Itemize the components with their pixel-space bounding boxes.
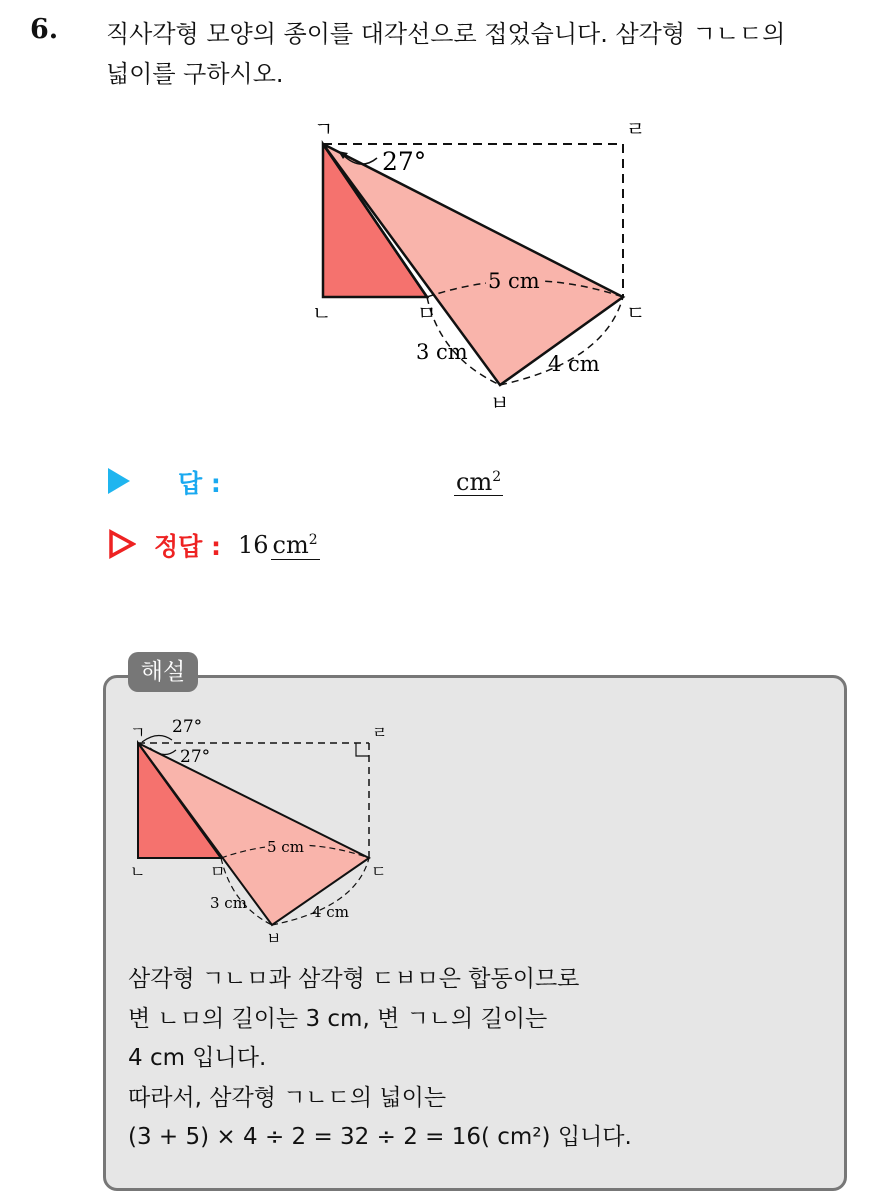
solution-line: 삼각형 ㄱㄴㅁ과 삼각형 ㄷㅂㅁ은 합동이므로	[128, 966, 580, 992]
sol-label-b: ㅂ	[266, 929, 282, 948]
label-m: ㅁ	[417, 301, 437, 325]
answer-unit: $cm^2$	[454, 464, 503, 496]
sol-label-r: ㄹ	[372, 723, 388, 742]
correct-answer-row	[108, 525, 608, 565]
solution-tab: 해설	[128, 652, 198, 692]
angle-label: 27°	[382, 147, 427, 176]
solution-figure	[128, 710, 398, 950]
solution-line: 따라서, 삼각형 ㄱㄴㄷ의 넓이는	[128, 1084, 447, 1111]
play-icon	[108, 468, 130, 494]
question-text	[106, 14, 866, 94]
question-line-1: 직사각형 모양의 종이를 대각선으로 접었습니다. 삼각형 ㄱㄴㄷ의	[106, 20, 786, 48]
sol-label-m: ㅁ	[210, 862, 226, 881]
solution-line: (3 + 5) × 4 ÷ 2 = 32 ÷ 2 = 16( cm²) 입니다.	[128, 1124, 632, 1150]
question-number: 6.	[30, 14, 59, 45]
label-g: ㄱ	[314, 117, 334, 141]
answer-row	[108, 462, 608, 502]
length-dm: 5 cm	[488, 269, 540, 293]
sol-label-g: ㄱ	[130, 723, 146, 742]
sol-label-n: ㄴ	[130, 862, 146, 881]
outline-play-icon	[108, 529, 136, 559]
fold-figure	[290, 112, 670, 412]
length-bd: 4 cm	[548, 352, 600, 376]
sol-right-angle	[356, 743, 369, 756]
sol-length-dm: 5 cm	[267, 838, 304, 856]
answer-label: 답 :	[178, 469, 221, 498]
sol-length-bd: 4 cm	[312, 903, 349, 921]
sol-angle-inner: 27°	[180, 747, 211, 767]
sol-length-mb: 3 cm	[210, 894, 247, 912]
solution-line: 변 ㄴㅁ의 길이는 3 cm, 변 ㄱㄴ의 길이는	[128, 1005, 548, 1032]
solution-line: 4 cm 입니다.	[128, 1045, 267, 1071]
label-r: ㄹ	[626, 117, 646, 141]
correct-label: 정답 :	[154, 532, 222, 561]
label-d: ㄷ	[626, 301, 646, 325]
question-line-2: 넓이를 구하시오.	[106, 60, 284, 88]
solution-text	[128, 960, 828, 1158]
sol-angle-arc-top	[142, 735, 172, 742]
sol-angle-top: 27°	[172, 717, 203, 737]
sol-label-d: ㄷ	[371, 862, 387, 881]
correct-value: 16 $cm^2$	[238, 531, 318, 559]
length-mb: 3 cm	[416, 340, 468, 364]
label-n: ㄴ	[312, 301, 332, 325]
label-b: ㅂ	[490, 391, 510, 412]
